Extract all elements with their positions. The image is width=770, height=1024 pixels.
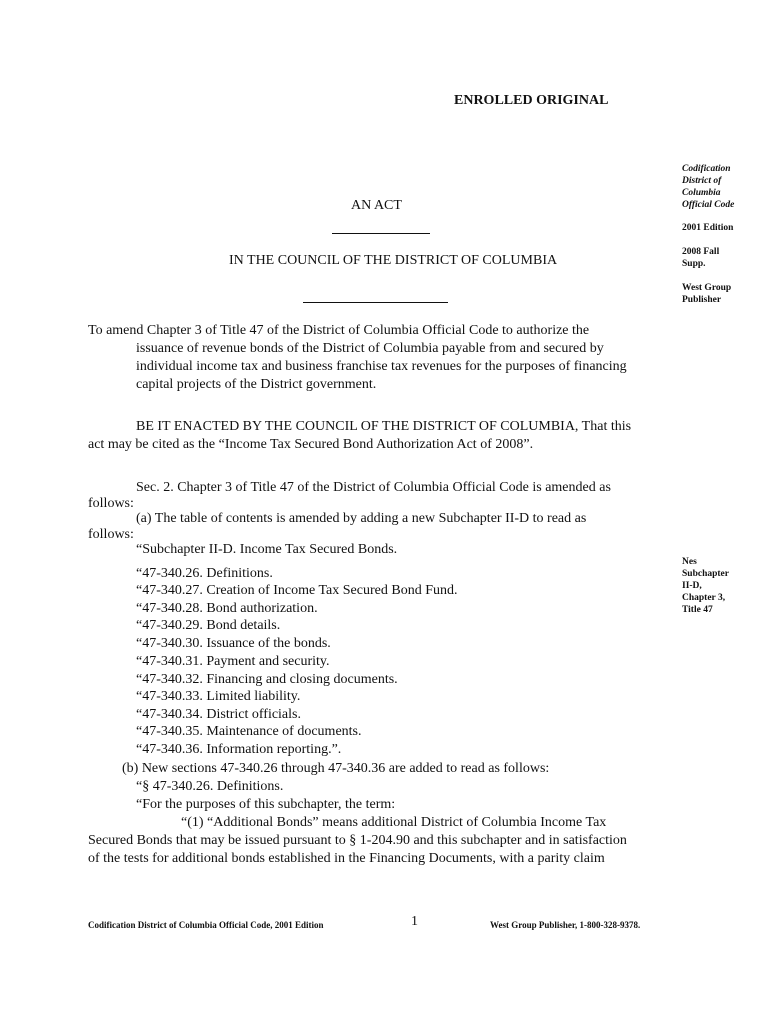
toc-item: “47-340.27. Creation of Income Tax Secured Bond Fund. xyxy=(136,583,458,598)
council-title: IN THE COUNCIL OF THE DISTRICT OF COLUMBIA xyxy=(229,253,558,268)
sec2-line: follows: xyxy=(88,527,134,542)
margin-subchapter-note xyxy=(682,556,762,616)
purpose-line: capital projects of the District government. xyxy=(136,377,377,392)
sec2-line: “Subchapter II-D. Income Tax Secured Bonds. xyxy=(136,542,398,557)
purpose-line: issuance of revenue bonds of the District of Columbia payable from and secured by xyxy=(136,341,604,356)
section-b-line: (b) New sections 47-340.26 through 47-340.36 are added to read as follows: xyxy=(122,761,550,776)
margin-line: Supp. xyxy=(682,259,706,269)
margin-line: Publisher xyxy=(682,295,722,305)
toc-item: “47-340.31. Payment and security. xyxy=(136,654,330,669)
margin-codification-note xyxy=(682,163,762,211)
sec2-line: Sec. 2. Chapter 3 of Title 47 of the District of Columbia Official Code is amended as xyxy=(136,480,611,495)
toc-item: “47-340.29. Bond details. xyxy=(136,618,281,633)
toc-item: “47-340.35. Maintenance of documents. xyxy=(136,724,362,739)
margin-edition-note: 2001 Edition xyxy=(682,223,734,233)
title-rule-long xyxy=(303,302,448,303)
margin-line: District of xyxy=(682,176,722,186)
enact-line: BE IT ENACTED BY THE COUNCIL OF THE DISTRICT OF COLUMBIA, That this xyxy=(136,419,632,434)
margin-publisher-note xyxy=(682,282,762,306)
margin-line: II-D, xyxy=(682,581,702,591)
margin-line: Nes xyxy=(682,557,697,567)
margin-line: Chapter 3, xyxy=(682,593,726,603)
margin-line: 2008 Fall xyxy=(682,247,720,257)
toc-item: “47-340.30. Issuance of the bonds. xyxy=(136,636,331,651)
margin-supp-note xyxy=(682,246,762,270)
margin-line: West Group xyxy=(682,283,732,293)
margin-line: Subchapter xyxy=(682,569,729,579)
purpose-line: individual income tax and business franchise tax revenues for the purposes of financing xyxy=(136,359,627,374)
footer-right-text: West Group Publisher, 1-800-328-9378. xyxy=(490,920,641,930)
sec2-line: follows: xyxy=(88,496,134,511)
section-b-line: “(1) “Additional Bonds” means additional District of Columbia Income Tax xyxy=(181,815,607,830)
section-b-line: “§ 47-340.26. Definitions. xyxy=(136,779,284,794)
margin-line: Title 47 xyxy=(682,605,713,615)
title-rule-short xyxy=(332,233,430,234)
margin-line: Columbia xyxy=(682,188,721,198)
margin-line: Codification xyxy=(682,164,731,174)
toc-item: “47-340.28. Bond authorization. xyxy=(136,601,318,616)
page-number: 1 xyxy=(411,914,418,929)
toc-item: “47-340.26. Definitions. xyxy=(136,566,273,581)
toc-item: “47-340.36. Information reporting.”. xyxy=(136,742,342,757)
purpose-line: To amend Chapter 3 of Title 47 of the District of Columbia Official Code to authorize the xyxy=(88,323,590,338)
toc-item: “47-340.34. District officials. xyxy=(136,707,301,722)
toc-item: “47-340.32. Financing and closing documents. xyxy=(136,672,398,687)
toc-item: “47-340.33. Limited liability. xyxy=(136,689,301,704)
sec2-line: (a) The table of contents is amended by adding a new Subchapter II-D to read as xyxy=(136,511,587,526)
section-b-line: Secured Bonds that may be issued pursuant to § 1-204.90 and this subchapter and in satisfaction xyxy=(88,833,627,848)
enact-line: act may be cited as the “Income Tax Secured Bond Authorization Act of 2008”. xyxy=(88,437,534,452)
an-act-title: AN ACT xyxy=(351,198,402,213)
section-b-line: of the tests for additional bonds established in the Financing Documents, with a parity claim xyxy=(88,851,605,866)
enrolled-original-heading: ENROLLED ORIGINAL xyxy=(454,93,609,108)
footer-left-text: Codification District of Columbia Official Code, 2001 Edition xyxy=(88,920,324,930)
margin-line: Official Code xyxy=(682,200,735,210)
section-b-line: “For the purposes of this subchapter, the term: xyxy=(136,797,396,812)
